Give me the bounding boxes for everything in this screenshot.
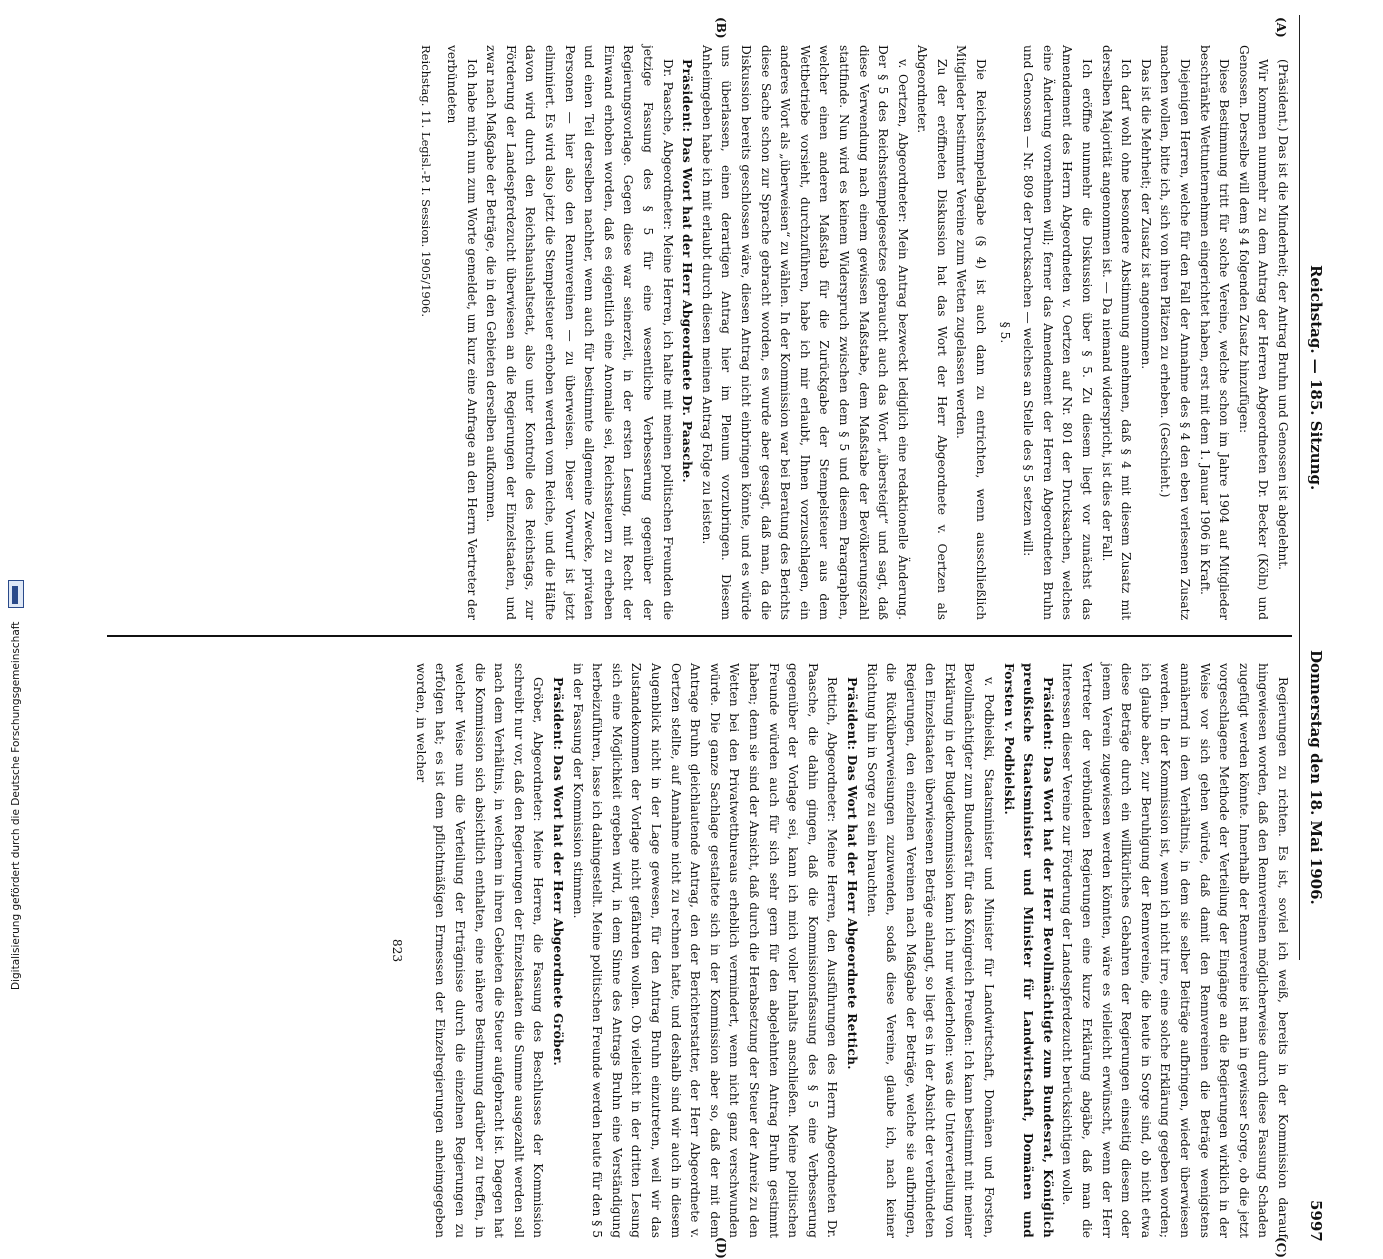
right-column <box>107 663 1292 1238</box>
dfg-logo-icon <box>8 580 24 608</box>
paragraph: Regierungen zu richten. Es ist, soviel ich weiß, bereits in der Kommission darauf hingewiesen worden, daß den Rennvereinen möglicherweise durch diese Fassung Schaden zugefügt werden könnte. Innerhalb der Rennvereine ist man in gewisser Sorge, ob die jetzt vorgeschlagene Methode der Verteilung der Eingänge an die Regierungen wirklich in der Weise vor sich gehen würde, daß damit den Rennvereinen die Beträge wenigstens annähernd in dem Verhältnis, in dem sie selber Beiträge aufbringen, wieder überwiesen werden. In der Kommission ist, wenn ich nicht irre, eine solche Erklärung gegeben worden; ich glaube aber, zur Beruhigung der Rennvereine, die heute in Sorge sind, ob nicht etwa diese Beträge durch ein willkürliches Gebahren der Regierungen einseitig diesem oder jenem Verein zugewiesen werden könnten, wäre es vielleicht erwünscht, wenn der Herr Vertreter der verbündeten Regierungen eine kurze Erklärung abgäbe, daß man die Interessen dieser Vereine zur Förderung der Landespferdezucht berücksichtigen wolle. <box>1060 663 1290 1238</box>
header-title: Reichstag. — 185. Sitzung. <box>1307 265 1325 491</box>
margin-mark-d: (D) <box>714 1237 728 1259</box>
speech-oertzen: v. Oertzen, Abgeordneter: Mein Antrag bezweckt lediglich eine redaktionelle Änderung. Der § 5 des Reichsstempelgesetzes gebraucht auch das Wort „übersteigt“ und sagt, daß diese Verwendung nach einem gewissen Maßstabe, dem Maßstabe der Bevölkerungszahl stattfinde. Nun wird es keinem Widerspruch zwischen dem § 5 und diesem Paragraphen, welcher einen anderen Maßstab für die Zurückgabe der Stempelsteuer aus dem Wettbetriebe vorsieht, durchzuführen, habe ich mir erlaubt, Ihnen vorzuschlagen, ein anderes Wort als „überweisen“ zu wählen. In der Kommission war bei Beratung des Berichts diese Sache schon zur Sprache gebracht worden, es wurde aber gesagt, daß man, da die Diskussion bereits geschlossen wäre, diesen Antrag nicht einbringen könnte, und es würde uns überlassen, einen derartigen Antrag hier im Plenum vorzubringen. Diesem Anheimgeben habe ich mit erlaubt durch diesen meinen Antrag Folge zu leisten. <box>699 45 910 621</box>
credit-text: Digitalisierung gefördert durch die Deutsche Forschungsgemeinschaft <box>10 621 22 990</box>
paragraph: Wir kommen nunmehr zu dem Antrag der Herren Abgeordneten Dr. Becker (Köln) und Genossen. Derselbe will dem § 4 folgenden Zusatz hinzufügen: <box>1236 45 1271 620</box>
paragraph: Diejenigen Herren, welche für den Fall der Annahme des § 4 den eben verlesenen Zusatz machen wollen, bitte ich, sich von ihren Plätzen zu erheben. (Geschieht.) <box>1158 45 1193 620</box>
speech-paasche: Dr. Paasche, Abgeordneter: Meine Herren, ich halte mit meinen politischen Freunden die jetzige Fassung des § 5 für eine wesentliche Verbesserung gegenüber der Regierungsvorlage. Gegen diese war seinerzeit, in der ersten Lesung, mit Recht der Einwand erhoben worden, daß es eigentlich eine Anomalie sei, Reichssteuern zu erheben und einen Teil derselben nachher, wenn auch für bestimmte allgemeine Zwecke, privaten Personen — hier also den Rennvereinen — zu überweisen. Dieser Vorwurf ist jetzt eliminiert. Es wird also jetzt die Stempelsteuer erhoben werden vom Reiche, und die Hälfte davon wird durch den Reichshaushaltsetat, also unter Kontrolle des Reichstags, zur Förderung der Landespferdezucht überwiesen an die Regierungen der Einzelstaaten, und zwar nach Maßgabe der Beträge, die in den Gebieten derselben aufkommen. <box>484 45 675 620</box>
section-heading: § 5. <box>997 321 1012 344</box>
president-remark: Präsident: Das Wort hat der Herr Bevollmächtigte zum Bundesrat, Königlich preußische Staatsminister und Minister für Landwirtschaft, Domänen und Forsten v. Podbielski. <box>1001 663 1055 1238</box>
page-footer: Reichstag. 11. Legisl.-P. I. Session. 1905/1906. <box>419 45 434 318</box>
paragraph: Ich darf wohl ohne besondere Abstimmung annehmen, daß § 4 mit diesem Zusatz mit derselben Majorität angenommen ist. — Da niemand widerspricht, ist dies der Fall. <box>1099 45 1134 620</box>
header-date: Donnerstag den 18. Mai 1906. <box>1307 650 1325 905</box>
paragraph: Ich eröffne nunmehr die Diskussion über § 5. Zu diesem liegt vor zunächst das Amendement des Herrn Abgeordneten v. Oertzen auf Nr. 801 der Drucksachen, welches eine Änderung vornehmen will; ferner das Amendement der Herren Abgeordneten Bruhn und Genossen — Nr. 809 der Drucksachen — welches an Stelle des § 5 setzen will: <box>1021 45 1095 620</box>
margin-mark-a: (A) <box>1274 17 1288 38</box>
paragraph: Ich habe mich nun zum Worte gemeldet, um kurz eine Anfrage an den Herrn Vertreter der verbündeten <box>445 45 479 620</box>
left-column <box>107 45 1292 620</box>
president-remark: Präsident: Das Wort hat der Herr Abgeordnete Rettich. <box>844 677 859 1070</box>
sheet-number: 823 <box>390 938 405 963</box>
margin-mark-c: (C) <box>1274 1237 1288 1258</box>
digitization-credit <box>8 0 24 990</box>
page-header <box>1299 15 1330 1242</box>
column-divider <box>107 635 1292 637</box>
speech-podbielski: v. Podbielski, Staatsminister und Minister für Landwirtschaft, Domänen und Forsten, Bevollmächtigter zum Bundesrat für das Königreich Preußen: Ich kann bestimmt mit meiner Erklärung in der Budgetkommission kann ich nur wiederholen: was die Unterverteilung von den Einzelstaaten überwiesenen Beträge anlangt, so liegt es in der Absicht der verbündeten Regierungen, den einzelnen Vereinen nach Maßgabe der Beträge, welche sie aufbringen, die Rückübervweisungen zuzuwenden, sodaß diese Vereine, glaube ich, nach keiner Richtung hin in Sorge zu sein brauchten. <box>864 663 997 1238</box>
quote-paragraph: Diese Bestimmung tritt für solche Vereine, welche schon im Jahre 1904 auf Mitglieder beschränkte Wettunternehmen eingerichtet haben, erst mit dem 1. Januar 1906 in Kraft. <box>1197 45 1232 620</box>
paragraph: Das ist die Mehrheit; der Zusatz ist angenommen. <box>1138 59 1153 370</box>
rotated-page <box>80 15 1330 1259</box>
president-remark: Präsident: Das Wort hat der Herr Abgeordnete Dr. Paasche. <box>680 59 695 483</box>
paragraph: (Präsident.) Das ist die Minderheit; der Antrag Bruhn und Genossen ist abgelehnt. <box>1276 59 1290 571</box>
speech-rettich: Rettich, Abgeordneter: Meine Herren, den Ausführungen des Herrn Abgeordneten Dr. Paasche, die dahin gingen, daß die Kommissionsfassung des § 5 eine Verbesserung gegenüber der Vorlage sei, kann ich mich voller Inhalts anschließen. Meine politischen Freunde würden auch für sich sehr gern für den abgelehnten Antrag Bruhn gestimmt haben; denn sie sind der Ansicht, daß durch die Herabsetzung der Steuer der Anreiz zu den Wetten bei den Privatwettbureaus erheblich vermindert, wenn nicht ganz verschwunden würde. Die ganze Sachlage gestaltete sich in der Kommission aber so, daß der mit dem Antrage Bruhn gleichlautende Antrag, den der Berichterstatter, der Herr Abgeordnete v. Oertzen stellte, auf Annahme nicht zu rechnen hatte, und deshalb sind wir auch in diesem Augenblick nicht in der Lage gewesen, für den Antrag Bruhn einzutreten, weil wir das Zustandekommen der Vorlage nicht gefährden wollen. Ob vielleicht in der dritten Lesung sich eine Möglichkeit ergeben wird, in dem Sinne des Antrags Bruhn eine Verständigung herbeizuführen, lasse ich dahingestellt. Meine politischen Freunde werden heute für den § 5 in der Fassung der Kommission stimmen. <box>570 663 840 1238</box>
header-page-number: 5997 <box>1307 1200 1325 1242</box>
quote-paragraph: Die Reichsstempelabgabe (§ 4) ist auch dann zu entrichten, wenn ausschließlich Mitglieder bestimmter Vereine zum Wetten zugelassen werden. <box>954 45 989 620</box>
margin-mark-b: (B) <box>714 17 728 39</box>
paragraph: Zu der eröffneten Diskussion hat das Wort der Herr Abgeordnete v. Oertzen als Abgeordneter. <box>915 45 949 620</box>
speech-groeber: Gröber, Abgeordneter: Meine Herren, die Fassung des Beschlusses der Kommission schreibt nur vor, daß den Regierungen der Einzelstaaten die Summe ausgezahlt werden soll nach dem Verhältnis, in welchem in ihren Gebieten die Steuer aufgebracht ist. Dagegen hat die Kommission sich absichtlich enthalten, eine nähere Bestimmung darüber zu treffen, in welcher Weise nun die Verteilung der Erträgnisse durch die einzelnen Regierungen zu erfolgen hat; es ist dem pflichtmäßigen Ermessen der Einzelregierungen anheimgegeben worden, in welcher <box>413 663 546 1238</box>
president-remark: Präsident: Das Wort hat der Herr Abgeordnete Gröber. <box>551 677 566 1067</box>
